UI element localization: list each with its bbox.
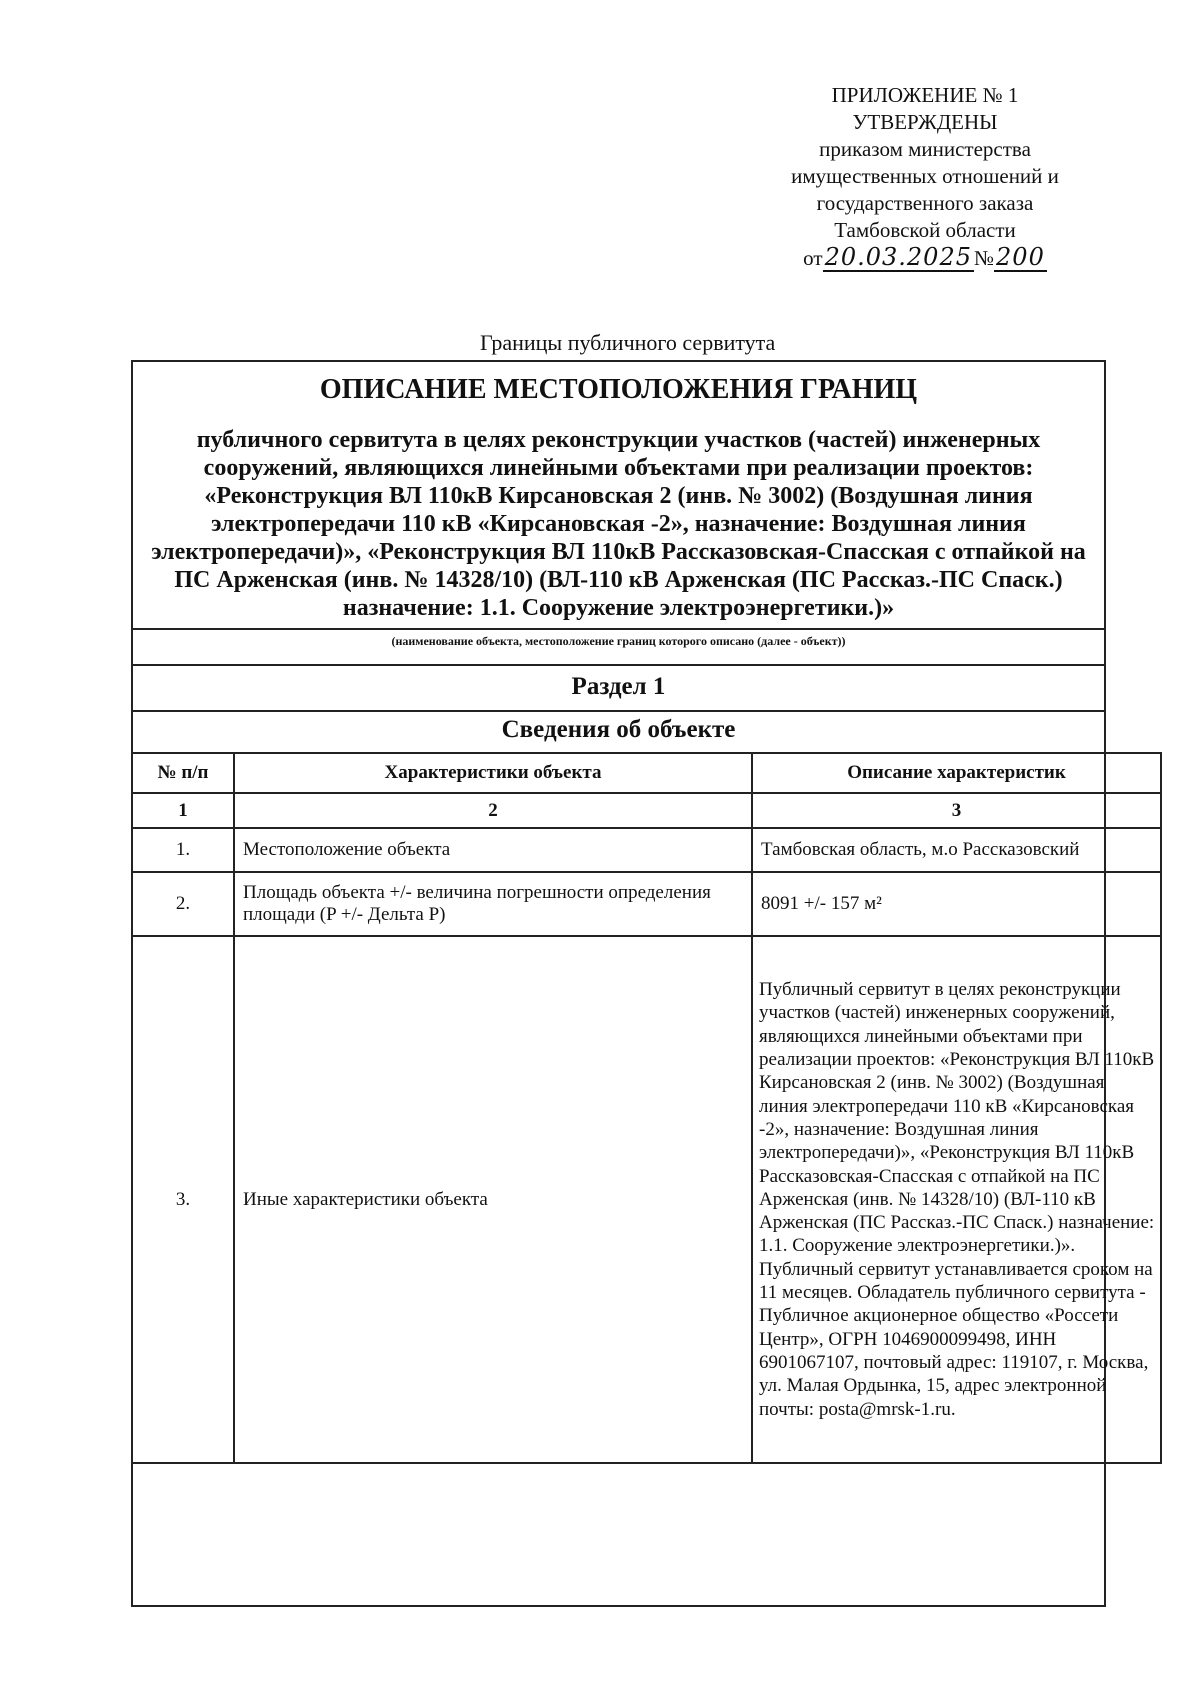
page-title: ОПИСАНИЕ МЕСТОПОЛОЖЕНИЯ ГРАНИЦ	[319, 374, 918, 405]
approval-line-6: Тамбовской области	[834, 218, 1016, 242]
row-number: 2.	[132, 872, 234, 936]
header-cell: Характеристики объекта	[234, 753, 752, 793]
divider	[131, 628, 1106, 630]
appendix-label: ПРИЛОЖЕНИЕ № 1	[831, 83, 1019, 107]
characteristic-value: Тамбовская область, м.о Рассказовский	[752, 828, 1161, 872]
row-number: 3.	[132, 936, 234, 1463]
approval-date-line	[770, 244, 1080, 272]
approval-line-4: имущественных отношений и	[791, 164, 1059, 188]
object-name-note: (наименование объекта, местоположение границ которого описано (далее - объект))	[391, 634, 846, 648]
section-name: Сведения об объекте	[501, 716, 736, 743]
date-prefix: от	[803, 246, 823, 270]
document-caption: Границы публичного сервитута	[480, 330, 776, 355]
characteristic-value: 8091 +/- 157 м²	[752, 872, 1161, 936]
section-number: Раздел 1	[571, 673, 666, 700]
number-prefix: №	[973, 246, 995, 270]
table-header-row	[132, 753, 1161, 793]
divider	[131, 710, 1106, 712]
row-number: 1.	[132, 828, 234, 872]
handwritten-date: 20.03.2025	[824, 243, 972, 271]
characteristic-name: Площадь объекта +/- величина погрешности определения площади (P +/- Дельта P)	[234, 872, 752, 936]
characteristic-name: Иные характеристики объекта	[234, 936, 752, 1463]
column-number: 2	[234, 793, 752, 828]
header-cell: № п/п	[132, 753, 234, 793]
object-info-table	[131, 752, 1162, 1464]
table-row	[132, 828, 1161, 872]
divider	[131, 664, 1106, 666]
approval-line-3: приказом министерства	[819, 137, 1031, 161]
column-number-row	[132, 793, 1161, 828]
approved-label: УТВЕРЖДЕНЫ	[852, 110, 998, 134]
table-row	[132, 872, 1161, 936]
object-description: публичного сервитута в целях реконструкции участков (частей) инженерных сооружений, являющихся линейными объектами при реализации проектов: «Реконструкция ВЛ 110кВ Кирсановская 2 (инв. № 3002) (Воздушная линия электропередачи 110 кВ «Кирсановская -2», назначение: Воздушная линия электропередачи)», «Реконструкция ВЛ 110кВ Рассказовская-Спасская с отпайкой на ПС Арженская (инв. № 14328/10) (ВЛ-110 кВ Арженская (ПС Рассказ.-ПС Спаск.) назначение: 1.1. Сооружение электроэнергетики.)»	[151, 427, 1086, 621]
handwritten-number: 200	[996, 243, 1045, 271]
column-number: 3	[752, 793, 1161, 828]
table-row	[132, 936, 1161, 1463]
characteristic-value: Публичный сервитут в целях реконструкции участков (частей) инженерных сооружений, являющихся линейными объектами при реализации проектов: «Реконструкция ВЛ 110кВ Кирсановская 2 (инв. № 3002) (Воздушная линия электропередачи 110 кВ «Кирсановская -2», назначение: Воздушная линия электропередачи)», «Реконструкция ВЛ 110кВ Рассказовская-Спасская с отпайкой на ПС Арженская (инв. № 14328/10) (ВЛ-110 кВ Арженская (ПС Рассказ.-ПС Спаск.) назначение: 1.1. Сооружение электроэнергетики.)». Публичный сервитут устанавливается сроком на 11 месяцев. Обладатель публичного сервитута - Публичное акционерное общество «Россети Центр», ОГРН 1046900099498, ИНН 6901067107, почтовый адрес: 119107, г. Москва, ул. Малая Ордынка, 15, адрес электронной почты: posta@mrsk-1.ru.	[752, 936, 1161, 1463]
approval-line-5: государственного заказа	[816, 191, 1034, 215]
column-number: 1	[132, 793, 234, 828]
header-cell: Описание характеристик	[752, 753, 1161, 793]
approval-block	[770, 82, 1080, 272]
characteristic-name: Местоположение объекта	[234, 828, 752, 872]
